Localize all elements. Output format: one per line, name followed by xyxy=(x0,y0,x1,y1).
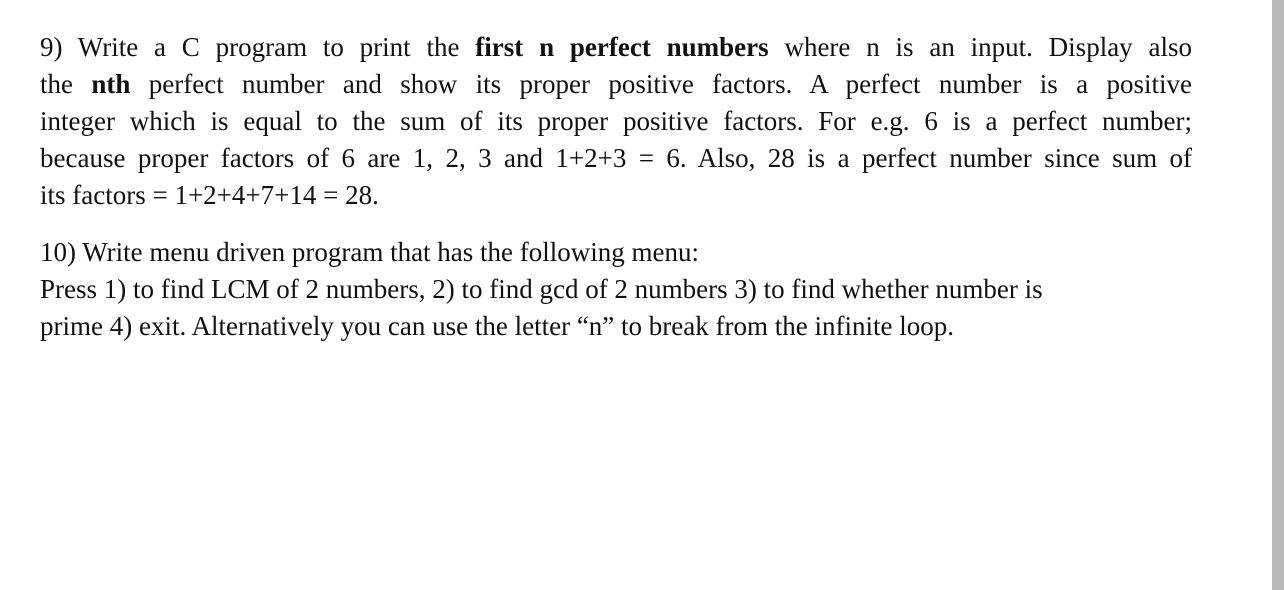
question-9-text: perfect number and show its proper positive factors. A perfect number is a positive xyxy=(130,69,1192,99)
question-9 xyxy=(40,29,1192,214)
question-9-line-2 xyxy=(40,66,1192,103)
question-9-line-3: integer which is equal to the sum of its proper positive factors. For e.g. 6 is a perfect number; xyxy=(40,106,1192,136)
question-9-text: 9) Write a C program to print the xyxy=(40,32,476,62)
question-10 xyxy=(40,234,1192,345)
question-10-line-3: prime 4) exit. Alternatively you can use the letter “n” to break from the infinite loop. xyxy=(40,311,954,341)
question-9-text: the xyxy=(40,69,92,99)
scrollbar-edge[interactable] xyxy=(1272,0,1284,590)
question-9-text: where n is an input. Display also xyxy=(768,32,1192,62)
question-9-bold-text: first n perfect numbers xyxy=(475,32,769,62)
question-9-line-1 xyxy=(40,29,1192,66)
question-9-line-4: because proper factors of 6 are 1, 2, 3 and 1+2+3 = 6. Also, 28 is a perfect number since sum of xyxy=(40,143,1192,173)
question-9-bold-text: nth xyxy=(91,69,131,99)
question-9-line-5: its factors = 1+2+4+7+14 = 28. xyxy=(40,180,379,210)
question-10-line-1: 10) Write menu driven program that has the following menu: xyxy=(40,237,700,267)
question-10-line-2: Press 1) to find LCM of 2 numbers, 2) to find gcd of 2 numbers 3) to find whether number is xyxy=(40,274,1043,304)
